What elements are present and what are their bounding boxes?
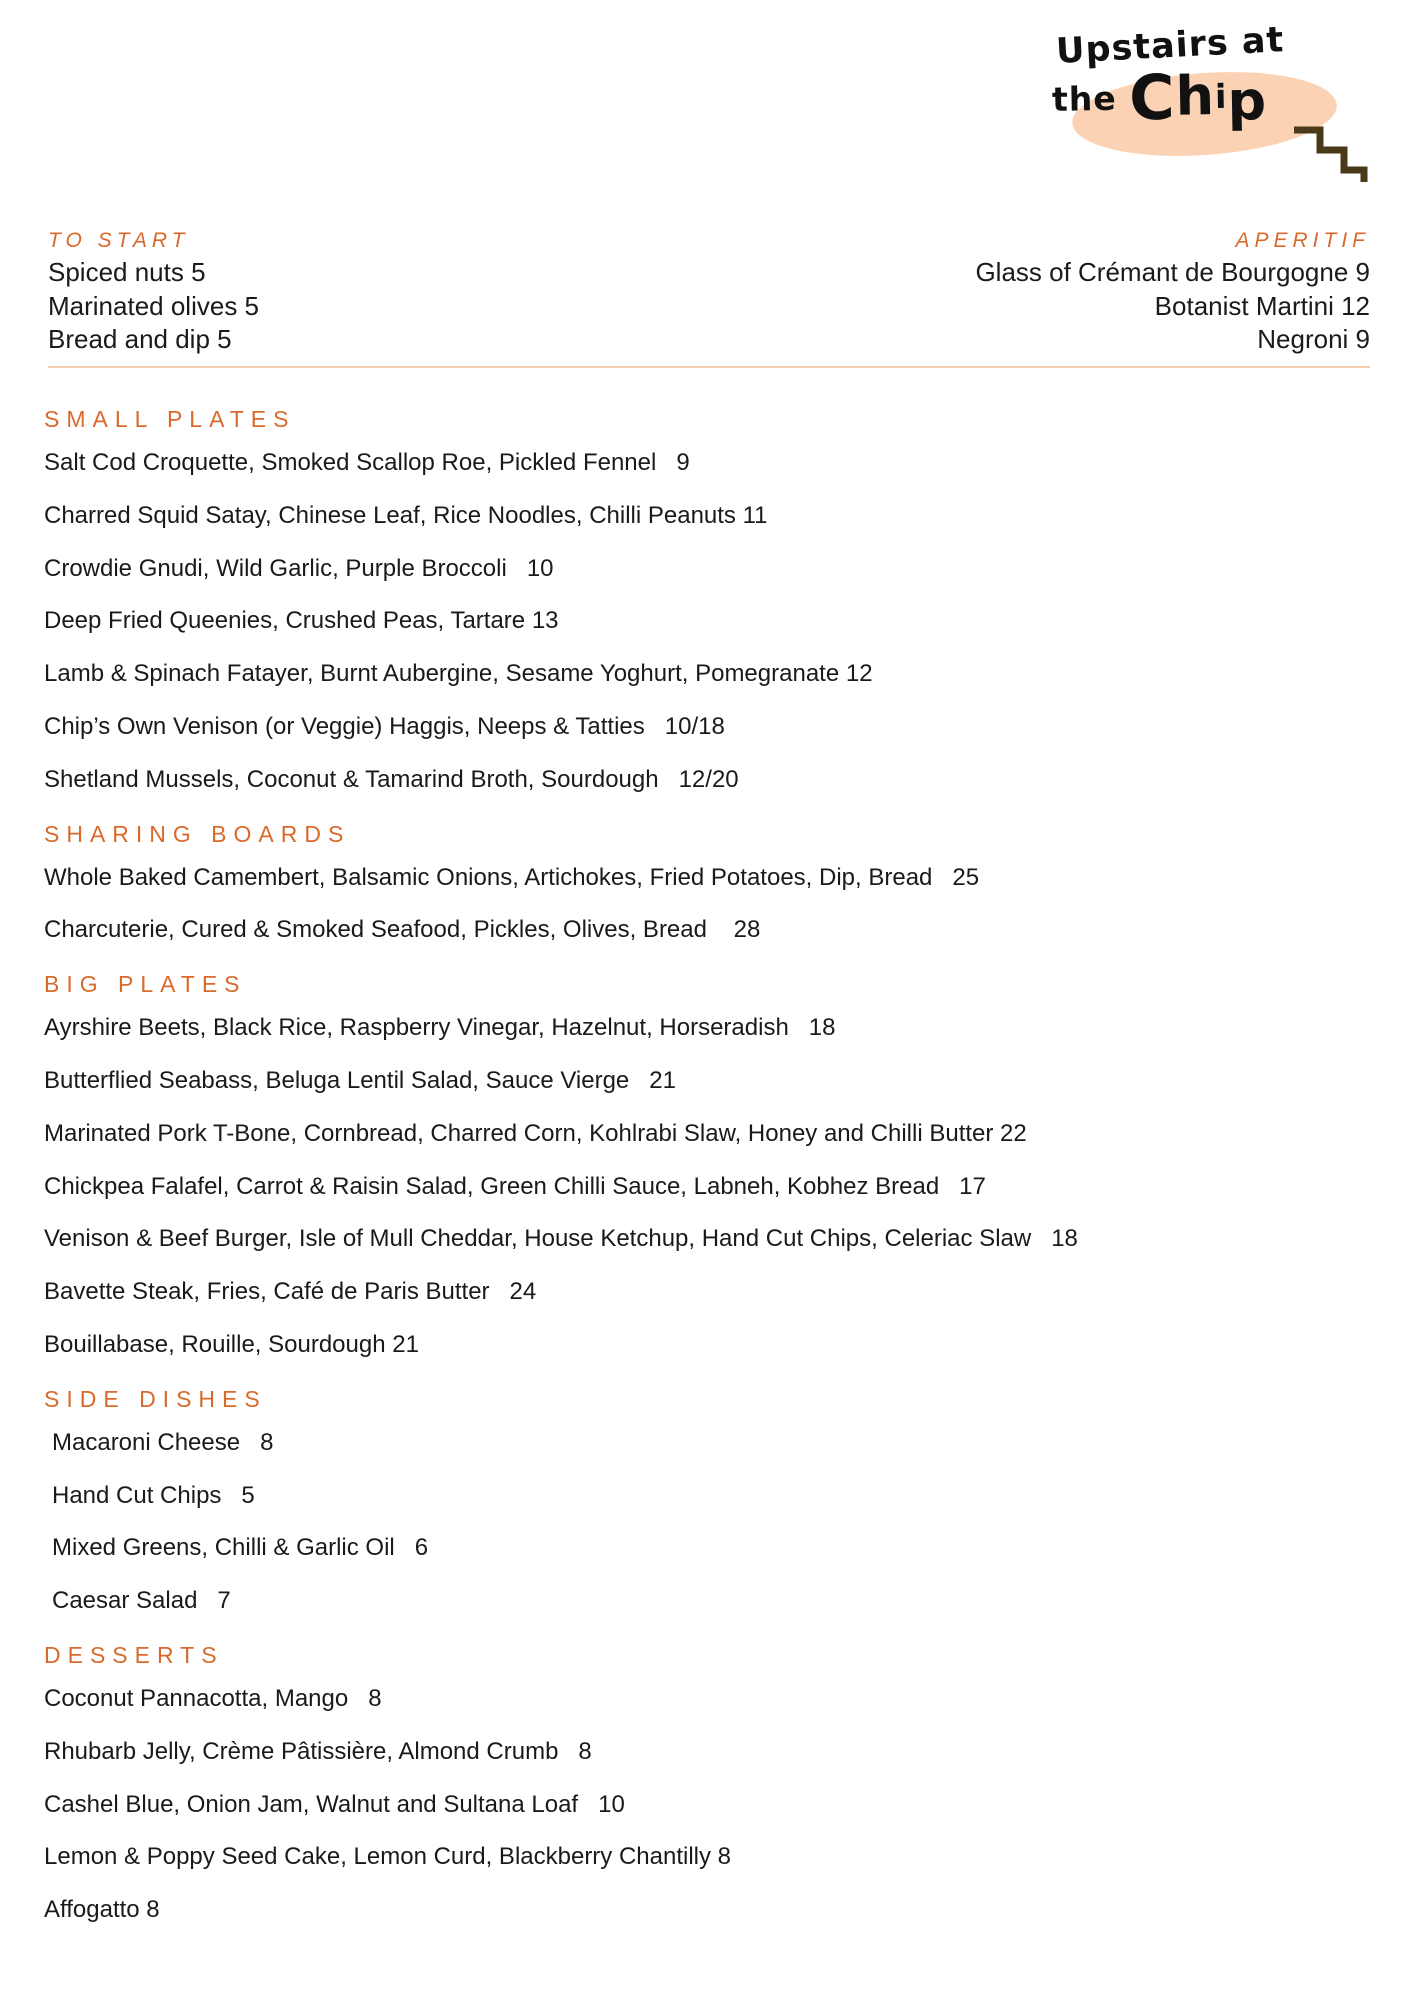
menu-item: Lamb & Spinach Fatayer, Burnt Aubergine, Sesame Yoghurt, Pomegranate 12 xyxy=(44,660,873,688)
menu-sections xyxy=(44,392,1370,1937)
menu-item: Shetland Mussels, Coconut & Tamarind Broth, Sourdough 12/20 xyxy=(44,765,739,793)
menu-item: Hand Cut Chips 5 xyxy=(52,1481,255,1509)
menu-item: Bavette Steak, Fries, Café de Paris Butter 24 xyxy=(44,1278,537,1306)
menu-item: Venison & Beef Burger, Isle of Mull Cheddar, House Ketchup, Hand Cut Chips, Celeriac Slaw 18 xyxy=(44,1225,1078,1253)
menu-section xyxy=(44,1642,1370,1937)
menu-item: Chickpea Falafel, Carrot & Raisin Salad, Green Chilli Sauce, Labneh, Kobhez Bread 17 xyxy=(44,1172,986,1200)
menu-item: Macaroni Cheese 8 xyxy=(52,1428,274,1456)
menu-item: Coconut Pannacotta, Mango 8 xyxy=(44,1684,382,1712)
header-sections xyxy=(48,228,1370,356)
staircase-icon xyxy=(1290,122,1368,184)
menu-item: Caesar Salad 7 xyxy=(52,1587,231,1615)
logo-letter-h: h xyxy=(1175,64,1216,128)
logo-the-text: the xyxy=(1051,78,1130,119)
menu-section xyxy=(44,1386,1370,1628)
menu-item: Mixed Greens, Chilli & Garlic Oil 6 xyxy=(52,1534,429,1562)
menu-item: Crowdie Gnudi, Wild Garlic, Purple Broccoli 10 xyxy=(44,554,554,582)
menu-item: Charred Squid Satay, Chinese Leaf, Rice Noodles, Chilli Peanuts 11 xyxy=(44,501,768,529)
menu-section-title: DESSERTS xyxy=(44,1641,224,1668)
aperitif-section xyxy=(975,228,1370,356)
menu-section-title: SMALL PLATES xyxy=(44,406,296,432)
menu-section xyxy=(44,971,1370,1372)
logo-letter-i: i xyxy=(1214,76,1228,117)
menu-item: Lemon & Poppy Seed Cake, Lemon Curd, Blackberry Chantilly 8 xyxy=(44,1843,732,1871)
menu-section xyxy=(44,821,1370,958)
logo-letter-p: p xyxy=(1226,69,1268,133)
menu-item: Marinated Pork T-Bone, Cornbread, Charred Corn, Kohlrabi Slaw, Honey and Chilli Butter 22 xyxy=(44,1119,1027,1147)
aperitif-item: Glass of Crémant de Bourgogne 9 xyxy=(975,257,1370,288)
menu-item: Charcuterie, Cured & Smoked Seafood, Pickles, Olives, Bread 28 xyxy=(44,916,761,944)
menu-item: Deep Fried Queenies, Crushed Peas, Tartare 13 xyxy=(44,607,559,635)
to-start-item: Spiced nuts 5 xyxy=(48,257,206,288)
menu-item: Ayrshire Beets, Black Rice, Raspberry Vinegar, Hazelnut, Horseradish 18 xyxy=(44,1014,836,1042)
logo-line-one: Upstairs at xyxy=(1055,20,1286,72)
menu-section-title: SHARING BOARDS xyxy=(44,820,351,847)
logo-letter-c: C xyxy=(1128,60,1177,135)
menu-item: Butterflied Seabass, Beluga Lentil Salad, Sauce Vierge 21 xyxy=(44,1066,676,1094)
to-start-title: TO START xyxy=(48,229,190,252)
menu-item: Rhubarb Jelly, Crème Pâtissière, Almond Crumb 8 xyxy=(44,1737,592,1765)
aperitif-title: APERITIF xyxy=(1235,229,1370,252)
menu-item: Salt Cod Croquette, Smoked Scallop Roe, Pickled Fennel 9 xyxy=(44,449,690,476)
menu-item: Bouillabase, Rouille, Sourdough 21 xyxy=(44,1330,419,1358)
to-start-section xyxy=(48,228,259,356)
menu-item: Affogatto 8 xyxy=(44,1896,160,1924)
aperitif-item: Negroni 9 xyxy=(1257,323,1370,354)
restaurant-logo xyxy=(1050,18,1370,188)
menu-item: Whole Baked Camembert, Balsamic Onions, Artichokes, Fried Potatoes, Dip, Bread 25 xyxy=(44,863,980,891)
menu-section xyxy=(44,406,1370,807)
logo-line-two xyxy=(1051,60,1268,135)
menu-item: Cashel Blue, Onion Jam, Walnut and Sultana Loaf 10 xyxy=(44,1790,625,1818)
menu-item: Chip’s Own Venison (or Veggie) Haggis, Neeps & Tatties 10/18 xyxy=(44,712,725,740)
to-start-item: Marinated olives 5 xyxy=(48,290,259,321)
menu-section-title: BIG PLATES xyxy=(44,971,247,998)
aperitif-item: Botanist Martini 12 xyxy=(1154,290,1370,321)
header-divider xyxy=(48,366,1370,368)
menu-section-title: SIDE DISHES xyxy=(44,1385,267,1412)
to-start-item: Bread and dip 5 xyxy=(48,323,232,354)
